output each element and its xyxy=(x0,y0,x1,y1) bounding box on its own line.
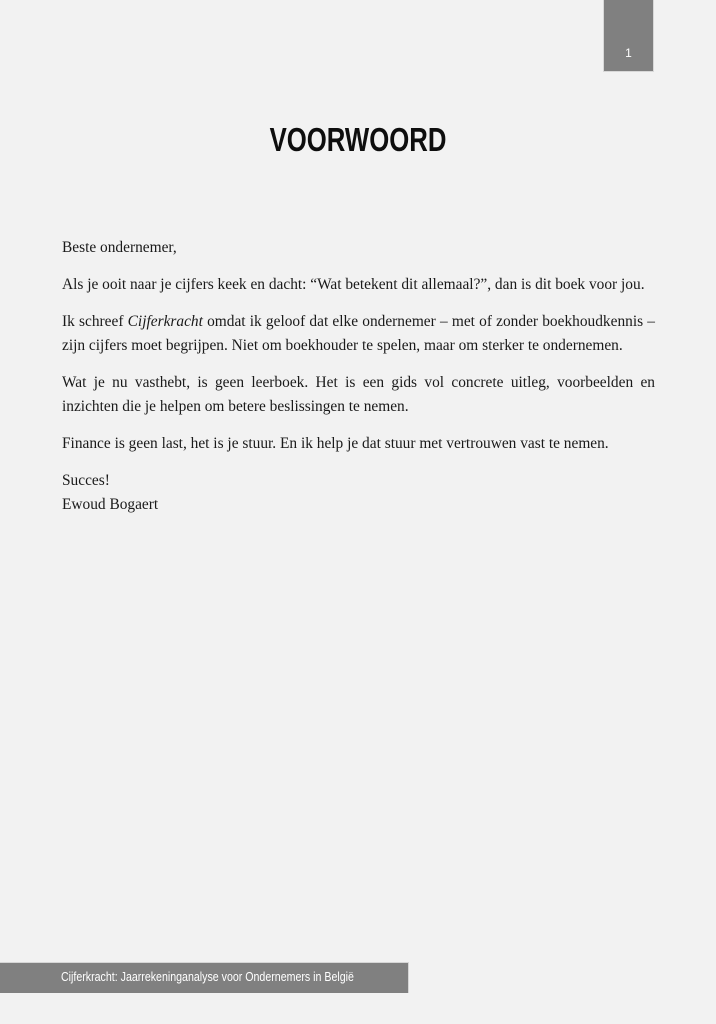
paragraph-2-start: Ik schreef xyxy=(62,313,128,330)
paragraph-1: Als je ooit naar je cijfers keek en dacht: “Wat betekent dit allemaal?”, dan is dit boek voor jou. xyxy=(62,276,645,293)
footer-book-title: Cijferkracht: Jaarrekeninganalyse voor Ondernemers in België xyxy=(61,970,354,984)
author-name: Ewoud Bogaert xyxy=(62,496,159,513)
footer-bar xyxy=(0,962,409,993)
paragraph-2 xyxy=(62,310,655,358)
closing: Succes! xyxy=(62,472,110,489)
book-title-italic: Cijferkracht xyxy=(127,313,203,330)
paragraph-4: Finance is geen last, het is je stuur. En ik help je dat stuur met vertrouwen vast te nemen. xyxy=(62,435,609,452)
paragraph-2-end: omdat ik geloof dat elke ondernemer – met of zonder boekhoudkennis – zijn cijfers moet begrijpen. Niet om boekhouder te spelen, maar om sterker te ondernemen. xyxy=(62,313,655,354)
page-number-tab xyxy=(603,0,654,72)
foreword-body xyxy=(62,236,655,517)
page-number: 1 xyxy=(625,46,632,60)
salutation: Beste ondernemer, xyxy=(62,239,177,256)
chapter-title: VOORWOORD xyxy=(269,121,447,158)
paragraph-3: Wat je nu vasthebt, is geen leerboek. Het is een gids vol concrete uitleg, voorbeelden en inzichten die je helpen om betere beslissingen te nemen. xyxy=(62,374,655,415)
